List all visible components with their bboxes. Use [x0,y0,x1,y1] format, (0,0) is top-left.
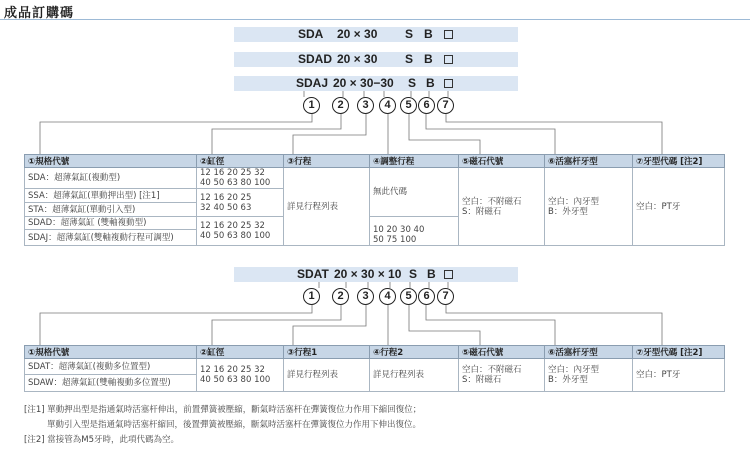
code-model: SDAJ [296,76,329,90]
bore-line: 32 40 50 63 [200,202,252,213]
circle-number: 3 [357,288,374,305]
rod-line: 空白：內牙型 [548,365,600,375]
spec-cell: SDAD：超薄氣缸 (雙軸複動型) [25,217,197,230]
circle-number: 6 [418,97,435,114]
header-stroke: ③行程 [284,155,370,168]
note-2: [注2] 當接管為M5牙時，此項代碼為空。 [24,435,179,445]
circle-number: 7 [437,288,454,305]
code-s: S [409,267,418,281]
thread-cell: 空白：PT牙 [633,359,725,392]
code-s: S [405,27,414,41]
circle-number: 2 [332,97,349,114]
bore-cell [197,189,284,217]
header-magnet: ⑤磁石代號 [459,155,545,168]
note-1b: 單動引入型是指通氣時活塞杆縮回，後置彈簧被壓縮，斷氣時活塞杆在彈簧復位力作用下伸出復位。 [47,420,422,430]
spec-table-2 [24,345,725,392]
bore-line: 12 16 20 25 [200,192,252,203]
magnet-cell [459,168,545,246]
thread-cell: 空白：PT牙 [633,168,725,246]
code-b: B [427,267,436,281]
header-stroke2: ④行程2 [370,346,459,359]
bore-line: 40 50 63 80 100 [200,178,271,188]
header-bore: ②缸徑 [197,346,284,359]
rod-cell [545,359,633,392]
spec-cell: SDAW：超薄氣缸(雙軸複動多位置型) [25,375,197,392]
magnet-line: 空白：不附磁石 [462,196,522,207]
circle-number: 1 [303,288,320,305]
adjust-line: 50 75 100 [373,235,417,245]
code-size: 20 × 30−30 [333,76,394,90]
circle-number: 1 [303,97,320,114]
table-header-row [25,346,725,359]
bore-line: 12 16 20 25 32 [200,365,265,375]
placeholder-box-icon [444,270,453,279]
code-model: SDAT [297,267,329,281]
spec-cell: SDAT：超薄氣缸(複動多位置型) [25,359,197,375]
adjust-none-cell: 無此代碼 [370,168,459,217]
spec-cell: SDAJ：超薄氣缸(雙軸複動行程可調型) [25,230,197,246]
circle-number: 3 [357,97,374,114]
bore-cell [197,217,284,246]
note-1a: [注1] 單動押出型是指通氣時活塞杆伸出，前置彈簧被壓縮，斷氣時活塞杆在彈簧復位力作用下縮回復位； [24,405,422,415]
header-thread: ⑦牙型代碼 [注2] [633,346,725,359]
adjust-cell [370,217,459,246]
bore-cell [197,168,284,189]
header-adjust: ④調整行程 [370,155,459,168]
code-size: 20 × 30 [337,27,378,41]
circle-number: 5 [400,97,417,114]
header-spec: ①規格代號 [25,346,197,359]
bore-line: 12 16 20 25 32 [200,168,265,178]
table-row [25,168,725,189]
circle-number: 4 [379,97,396,114]
code-b: B [424,27,433,41]
stroke1-cell: 詳見行程列表 [284,359,370,392]
code-model: SDAD [298,52,333,66]
magnet-line: S：附磁石 [462,375,502,385]
code-b: B [424,52,433,66]
spec-cell: STA：超薄氣缸(單動引入型) [25,203,197,217]
circle-number: 7 [437,97,454,114]
code-b: B [426,76,435,90]
adjust-line: 10 20 30 40 [373,225,425,235]
table-header-row [25,155,725,168]
code-size: 20 × 30 [337,52,378,66]
header-spec: ①規格代號 [25,155,197,168]
stroke-cell: 詳見行程列表 [284,168,370,246]
code-s: S [408,76,417,90]
bore-line: 12 16 20 25 32 [200,221,265,231]
magnet-line: S：附磁石 [462,206,502,217]
bore-cell [197,359,284,392]
circle-number: 4 [379,288,396,305]
spec-cell: SDA：超薄氣缸(複動型) [25,168,197,189]
header-rod: ⑥活塞杆牙型 [545,155,633,168]
stroke2-cell: 詳見行程列表 [370,359,459,392]
spec-table-1 [24,154,725,246]
magnet-cell [459,359,545,392]
code-s: S [405,52,414,66]
header-thread: ⑦牙型代碼 [注2] [633,155,725,168]
rod-line: B：外牙型 [548,375,588,385]
header-stroke1: ③行程1 [284,346,370,359]
header-bore: ②缸徑 [197,155,284,168]
magnet-line: 空白：不附磁石 [462,365,522,375]
page-title: 成品訂購碼 [4,6,75,21]
table-row [25,359,725,375]
circle-number: 5 [400,288,417,305]
spec-cell: SSA：超薄氣缸(單動押出型) [注1] [25,189,197,203]
header-magnet: ⑤磁石代號 [459,346,545,359]
code-size: 20 × 30 × 10 [334,267,402,281]
rod-line: B：外牙型 [548,206,588,217]
bore-line: 40 50 63 80 100 [200,375,271,385]
rod-cell [545,168,633,246]
bore-line: 40 50 63 80 100 [200,231,271,241]
circle-number: 6 [418,288,435,305]
circle-number: 2 [332,288,349,305]
rod-line: 空白：內牙型 [548,196,600,207]
header-rod: ⑥活塞杆牙型 [545,346,633,359]
code-model: SDA [298,27,324,41]
